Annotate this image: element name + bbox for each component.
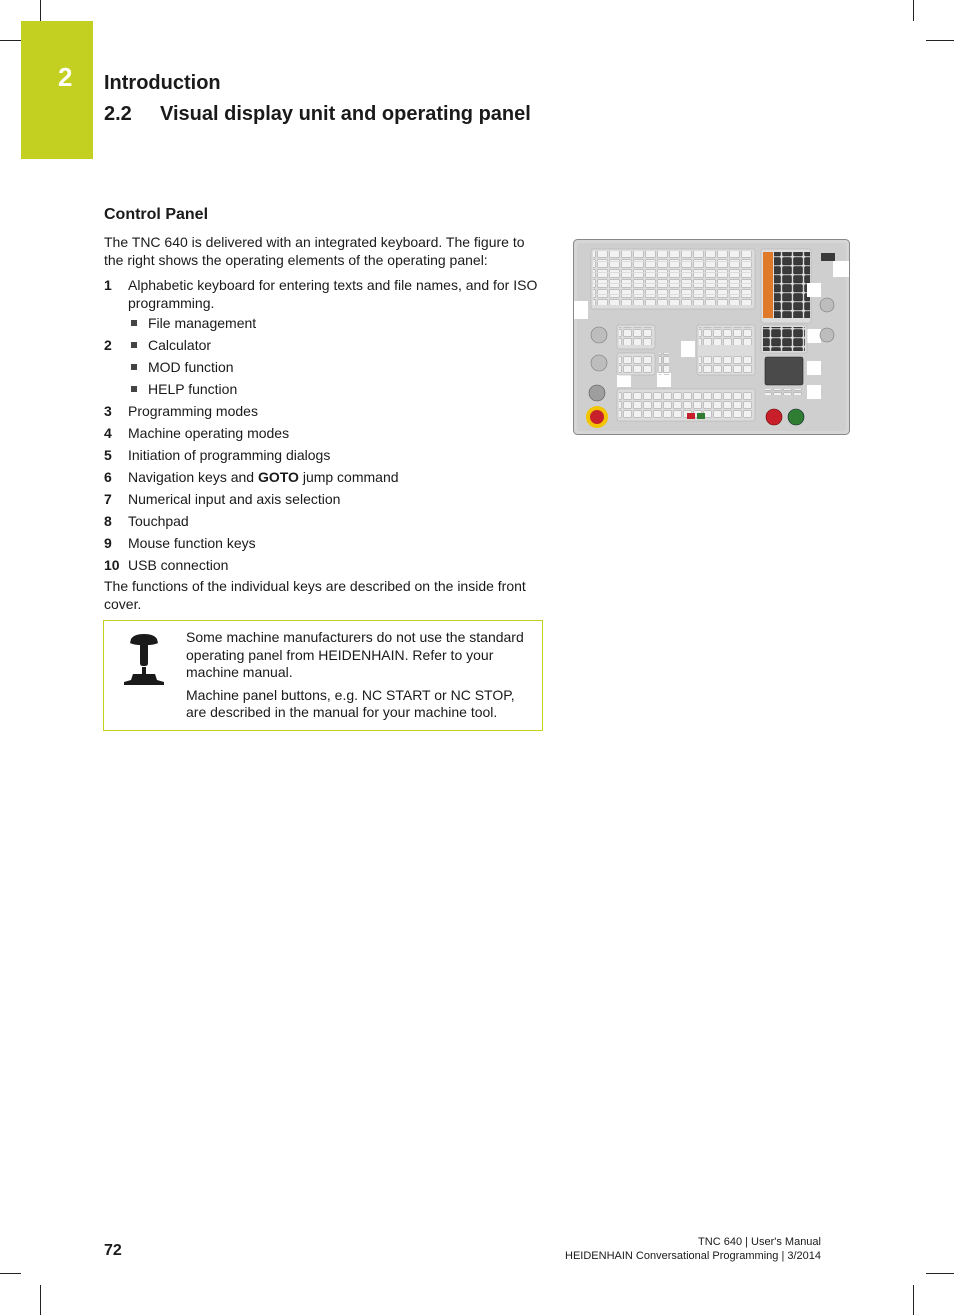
machine-manufacturer-icon [124,633,164,689]
crop-mark [926,1273,954,1274]
section-title [104,103,531,126]
bullet-icon [131,320,137,326]
note-box [103,620,543,731]
crop-mark [40,1285,41,1315]
goto-keyword: GOTO [257,469,299,485]
bullet-icon [131,342,137,348]
chapter-title: Introduction [104,72,221,94]
list-item: 10 USB connection [104,557,229,573]
content-heading: Control Panel [104,206,209,223]
list-item: 4 Machine operating modes [104,425,290,441]
crop-mark [0,40,21,41]
list-item: 7 Numerical input and axis selection [104,491,341,507]
bullet-item: MOD function [128,358,544,376]
footer-info [565,1235,821,1263]
section-number: 2.2 [104,103,132,125]
operating-panel-image [573,239,850,435]
footer-line: TNC 640 | User's Manual [698,1236,821,1248]
crop-mark [40,0,41,21]
bullet-icon [131,386,137,392]
section-title-text: Visual display unit and operating panel [160,103,531,125]
bullet-item: File management [128,314,544,332]
bullet-item: HELP function [128,380,544,398]
bullet-icon [131,364,137,370]
note-text [186,629,526,727]
list-item: 3 Programming modes [104,403,258,419]
bullet-item: Calculator [128,336,544,354]
list-item: 6 Navigation keys and GOTO jump command [104,469,399,485]
chapter-tab [21,21,93,159]
crop-mark [0,1273,21,1274]
list-item: 2 File management Calculator MOD function HELP function [104,314,544,398]
footer-line: HEIDENHAIN Conversational Programming | 3/2014 [565,1250,821,1262]
crop-mark [913,0,914,21]
list-item: 9 Mouse function keys [104,535,256,551]
page-number: 72 [104,1242,122,1259]
note-paragraph: Machine panel buttons, e.g. NC START or NC STOP, are described in the manual for your machine tool. [186,686,515,720]
intro-paragraph: The TNC 640 is delivered with an integrated keyboard. The figure to the right shows the operating elements of the operating panel: [104,234,525,268]
list-item: 5 Initiation of programming dialogs [104,447,331,463]
list-item: 8 Touchpad [104,513,189,529]
closing-paragraph: The functions of the individual keys are described on the inside front cover. [104,578,526,612]
list-item: 1 Alphabetic keyboard for entering texts and file names, and for ISO programming. [104,277,538,311]
element-list [104,276,544,574]
note-paragraph: Some machine manufacturers do not use the standard operating panel from HEIDENHAIN. Refer to your machine manual. [186,629,524,680]
crop-mark [913,1285,914,1315]
chapter-number: 2 [58,62,73,92]
crop-mark [926,40,954,41]
